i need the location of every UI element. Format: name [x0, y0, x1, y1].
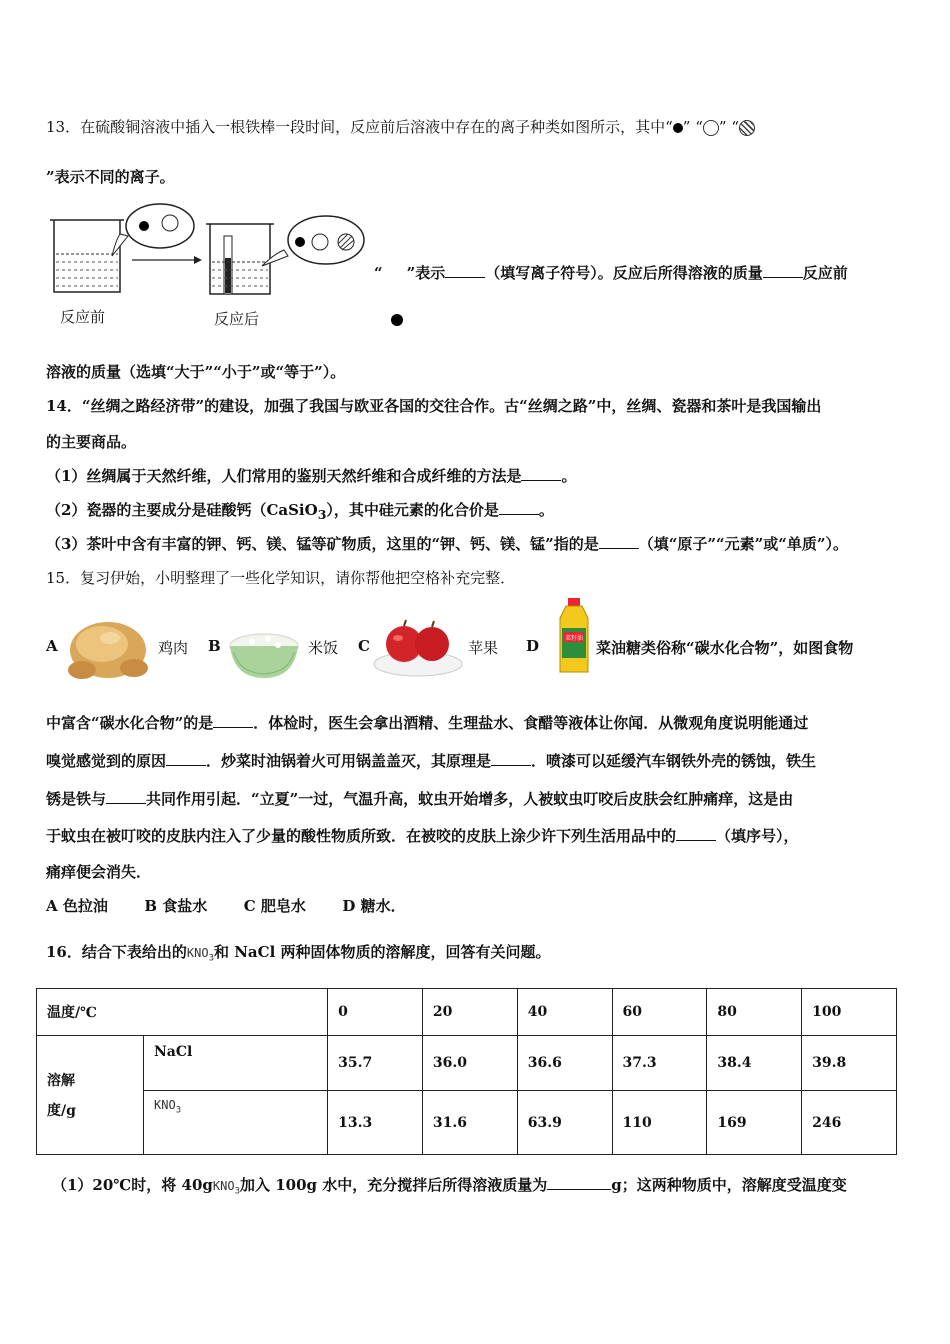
q16-intro: 16．结合下表给出的$KNO_3$和 NaCl 两种固体物质的溶解度，回答有关问题。	[46, 943, 551, 964]
chicken-image	[60, 608, 154, 688]
nacl-cell: 36.0	[422, 1036, 517, 1091]
kno3-label: $KNO_3$	[144, 1091, 328, 1155]
q13-line4: 溶液的质量（选填“大于”“小于”或“等于”）。	[46, 363, 346, 381]
bottle-label: 菜籽油	[564, 635, 584, 642]
table-row	[37, 1036, 897, 1091]
kno3-cell: 13.3	[328, 1091, 423, 1155]
blank-carb-food[interactable]	[213, 713, 253, 728]
oil-bottle-image	[554, 596, 594, 676]
q13-line2: ”表示不同的离子。	[46, 168, 175, 186]
nacl-cell: 36.6	[517, 1036, 612, 1091]
black-ion-icon	[391, 314, 403, 326]
food-d-text: 菜油糖类俗称“碳水化合物”，如图食物	[596, 639, 854, 657]
kno3-cell: 246	[802, 1091, 897, 1155]
label-after: 反应后	[214, 310, 260, 328]
blank-rust-cause[interactable]	[106, 789, 146, 804]
temp-cell: 20	[422, 989, 517, 1036]
kno3-cell: 63.9	[517, 1091, 612, 1155]
beaker-after	[206, 216, 364, 294]
q15-para5: 痛痒便会消失．	[46, 863, 152, 881]
q13-fill-line: “ ”表示 （填写离子符号）。反应后所得溶液的质量 反应前	[374, 264, 848, 282]
q14-sub1: （1）丝绸属于天然纤维，人们常用的鉴别天然纤维和合成纤维的方法是 。	[46, 467, 577, 485]
blank-solution-mass[interactable]	[547, 1175, 611, 1190]
q14-line1: 14．“丝绸之路经济带”的建设，加强了我国与欧亚各国的交往合作。古“丝绸之路”中，丝绸、瓷器和茶叶是我国输出	[46, 397, 822, 415]
kno3-formula: $KNO_3$	[212, 1179, 240, 1197]
label-before: 反应前	[60, 308, 106, 326]
temp-cell: 100	[802, 989, 897, 1036]
choice-d: D 糖水．	[342, 897, 406, 915]
temp-cell: 80	[707, 989, 802, 1036]
solubility-table	[36, 988, 897, 1155]
apple-plate-image	[372, 610, 464, 680]
q15-para4: 于蚊虫在被叮咬的皮肤内注入了少量的酸性物质所致．在被咬的皮肤上涂少许下列生活用品中的 （填序号），	[46, 827, 799, 845]
kno3-formula: $KNO_3$	[186, 946, 214, 964]
q15-choices	[46, 895, 406, 916]
blank-fiber-method[interactable]	[521, 466, 561, 481]
q15-opt-d: D	[526, 637, 540, 655]
kno3-cell: 169	[707, 1091, 802, 1155]
black-ion-icon	[673, 123, 683, 133]
q14-sub2: （2）瓷器的主要成分是硅酸钙（CaSiO$_3$），其中硅元素的化合价是 。	[46, 501, 554, 522]
food-a-label: 鸡肉	[158, 639, 189, 657]
temp-header: 温度/℃	[37, 989, 328, 1036]
table-row	[37, 989, 897, 1036]
q16-sub1: （1）20℃时，将 40gKNO$_3$加入 100g 水中，充分搅拌后所得溶液质量为 g；这两种物质中，溶解度受温度变	[52, 1176, 847, 1197]
nacl-cell: 38.4	[707, 1036, 802, 1091]
nacl-cell: 35.7	[328, 1036, 423, 1091]
table-row	[37, 1091, 897, 1155]
food-c-label: 苹果	[468, 639, 499, 657]
kno3-cell: 31.6	[422, 1091, 517, 1155]
q14-line2: 的主要商品。	[46, 433, 137, 451]
q15-opt-a: A	[46, 637, 58, 655]
q15-opt-b: B	[208, 637, 221, 655]
solubility-label: 溶解 度/g	[37, 1036, 144, 1155]
blank-smell-reason[interactable]	[166, 751, 206, 766]
blank-remedy[interactable]	[676, 826, 716, 841]
temp-cell: 0	[328, 989, 423, 1036]
temp-cell: 40	[517, 989, 612, 1036]
q15-para2: 嗅觉感觉到的原因 ．炒菜时油锅着火可用锅盖盖灭，其原理是 ．喷漆可以延缓汽车钢铁外壳的锈蚀，铁生	[46, 752, 817, 770]
beaker-before	[50, 204, 194, 292]
q15-para1: 中富含“碳水化合物”的是 ．体检时，医生会拿出酒精、生理盐水、食醋等液体让你闻．从微观角度说明能通过	[46, 714, 809, 732]
hatched-ion-icon	[739, 120, 755, 136]
choice-b: B 食盐水	[144, 897, 208, 915]
nacl-label: NaCl	[144, 1036, 328, 1091]
q14-sub3: （3）茶叶中含有丰富的钾、钙、镁、锰等矿物质，这里的“钾、钙、镁、锰”指的是 （填“原子”“元素”或“单质”）。	[46, 535, 848, 553]
blank-ion-symbol[interactable]	[445, 263, 485, 278]
blank-fire-principle[interactable]	[491, 751, 531, 766]
kno3-cell: 110	[612, 1091, 707, 1155]
blank-mass-compare[interactable]	[763, 263, 803, 278]
blank-valence[interactable]	[499, 500, 539, 515]
q15-opt-c: C	[358, 637, 370, 655]
white-ion-icon	[703, 120, 719, 136]
blank-element-type[interactable]	[599, 534, 639, 549]
nacl-cell: 37.3	[612, 1036, 707, 1091]
choice-a: A 色拉油	[46, 897, 108, 915]
q15-para3: 锈是铁与 共同作用引起．“立夏”一过，气温升高，蚊虫开始增多，人被蚊虫叮咬后皮肤会红肿痛痒，这是由	[46, 790, 794, 808]
q13-line1: 13．在硫酸铜溶液中插入一根铁棒一段时间，反应前后溶液中存在的离子种类如图所示，其中“ ” “ ” “	[46, 116, 755, 137]
q15-line1: 15．复习伊始，小明整理了一些化学知识，请你帮他把空格补充完整．	[46, 569, 516, 587]
temp-cell: 60	[612, 989, 707, 1036]
rice-bowl-image	[224, 622, 304, 682]
nacl-cell: 39.8	[802, 1036, 897, 1091]
food-b-label: 米饭	[308, 639, 339, 657]
choice-c: C 肥皂水	[243, 897, 306, 915]
